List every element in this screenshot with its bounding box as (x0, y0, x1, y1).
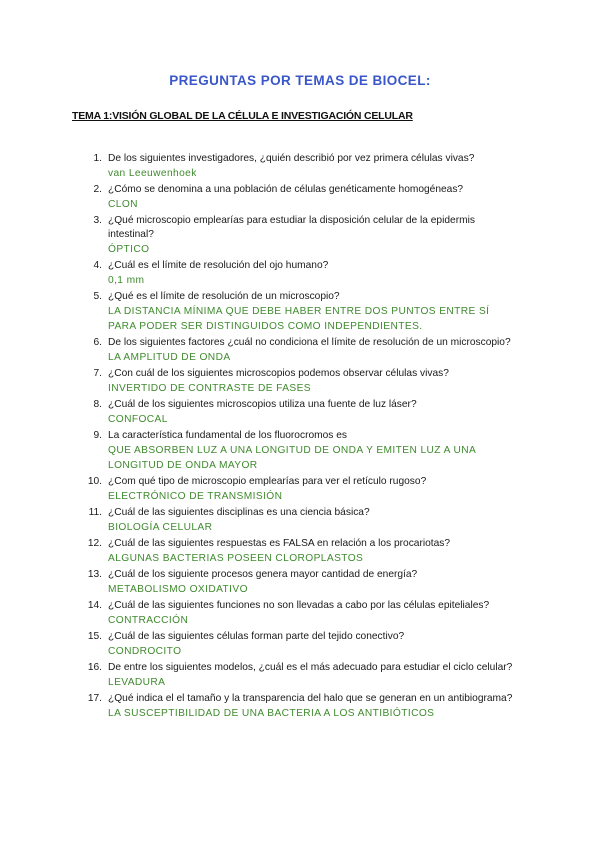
question-item (0, 630, 600, 659)
answer-text: LA SUSCEPTIBILIDAD DE UNA BACTERIA A LOS ANTIBIÓTICOS (108, 708, 435, 719)
question-text: ¿Cuál de las siguientes funciones no son llevadas a cabo por las células epiteliales? (108, 600, 490, 611)
answer-text: ELECTRÓNICO DE TRANSMISIÓN (108, 491, 283, 502)
question-item (0, 367, 600, 396)
question-text: ¿Cuál de los siguiente procesos genera mayor cantidad de energía? (108, 569, 418, 580)
answer-text: ÓPTICO (108, 244, 150, 255)
question-item (0, 599, 600, 628)
question-number: 14. (87, 600, 102, 611)
question-text: ¿Qué es el límite de resolución de un microscopio? (108, 291, 340, 302)
question-item (0, 336, 600, 365)
question-item (0, 568, 600, 597)
answer-text: INVERTIDO DE CONTRASTE DE FASES (108, 383, 311, 394)
question-text: De los siguientes factores ¿cuál no condiciona el límite de resolución de un microscopio? (108, 337, 511, 348)
question-item (0, 398, 600, 427)
question-list (0, 152, 600, 723)
question-text: ¿Cuál es el límite de resolución del ojo humano? (108, 260, 329, 271)
answer-text: LA DISTANCIA MÍNIMA QUE DEBE HABER ENTRE DOS PUNTOS ENTRE SÍ PARA PODER SER DISTINGUIDOS COMO INDEPENDIENTES. (108, 306, 490, 332)
question-item (0, 152, 600, 181)
question-number: 10. (87, 476, 102, 487)
question-item (0, 290, 600, 334)
document-title: PREGUNTAS POR TEMAS DE BIOCEL: (169, 73, 431, 88)
question-number: 2. (93, 184, 102, 195)
answer-text: BIOLOGÍA CELULAR (108, 522, 213, 533)
question-item (0, 429, 600, 473)
question-number: 7. (93, 368, 102, 379)
answer-text: ALGUNAS BACTERIAS POSEEN CLOROPLASTOS (108, 553, 364, 564)
question-item (0, 259, 600, 288)
question-text: De entre los siguientes modelos, ¿cuál es el más adecuado para estudiar el ciclo celular? (108, 662, 513, 673)
question-number: 4. (93, 260, 102, 271)
question-number: 5. (93, 291, 102, 302)
answer-text: van Leeuwenhoek (108, 168, 197, 179)
answer-text: LA AMPLITUD DE ONDA (108, 352, 231, 363)
question-text: ¿Con cuál de los siguientes microscopios podemos observar células vivas? (108, 368, 449, 379)
question-text: ¿Cuál de los siguientes microscopios utiliza una fuente de luz láser? (108, 399, 417, 410)
question-item (0, 537, 600, 566)
section-heading: TEMA 1:VISIÓN GLOBAL DE LA CÉLULA E INVESTIGACIÓN CELULAR (72, 110, 413, 122)
question-text: ¿Cuál de las siguientes células forman parte del tejido conectivo? (108, 631, 405, 642)
answer-text: CLON (108, 199, 138, 210)
question-item (0, 214, 600, 257)
answer-text: CONFOCAL (108, 414, 168, 425)
question-text: ¿Com qué tipo de microscopio emplearías para ver el retículo rugoso? (108, 476, 427, 487)
question-text: ¿Qué indica el el tamaño y la transparencia del halo que se generan en un antibiograma? (108, 693, 513, 704)
question-text: ¿Qué microscopio emplearías para estudiar la disposición celular de la epidermis intestinal? (108, 215, 475, 240)
question-number: 12. (87, 538, 102, 549)
question-number: 3. (93, 215, 102, 226)
question-item (0, 506, 600, 535)
answer-text: 0,1 mm (108, 275, 145, 286)
question-number: 8. (93, 399, 102, 410)
question-number: 13. (87, 569, 102, 580)
question-item (0, 183, 600, 212)
question-item (0, 475, 600, 504)
answer-text: METABOLISMO OXIDATIVO (108, 584, 248, 595)
question-text: ¿Cómo se denomina a una población de células genéticamente homogéneas? (108, 184, 464, 195)
question-number: 15. (87, 631, 102, 642)
question-number: 17. (87, 693, 102, 704)
question-number: 11. (88, 507, 102, 518)
question-text: De los siguientes investigadores, ¿quién describió por vez primera células vivas? (108, 153, 475, 164)
question-item (0, 692, 600, 721)
answer-text: CONTRACCIÓN (108, 615, 189, 626)
answer-text: CONDROCITO (108, 646, 182, 657)
question-number: 9. (93, 430, 102, 441)
question-text: La característica fundamental de los fluorocromos es (108, 430, 347, 441)
question-text: ¿Cuál de las siguientes disciplinas es una ciencia básica? (108, 507, 370, 518)
question-number: 1. (93, 153, 102, 164)
question-number: 16. (87, 662, 102, 673)
answer-text: LEVADURA (108, 677, 166, 688)
question-item (0, 661, 600, 690)
answer-text: QUE ABSORBEN LUZ A UNA LONGITUD DE ONDA Y EMITEN LUZ A UNA LONGITUD DE ONDA MAYOR (108, 445, 476, 471)
question-number: 6. (93, 337, 102, 348)
question-text: ¿Cuál de las siguientes respuestas es FALSA en relación a los procariotas? (108, 538, 451, 549)
